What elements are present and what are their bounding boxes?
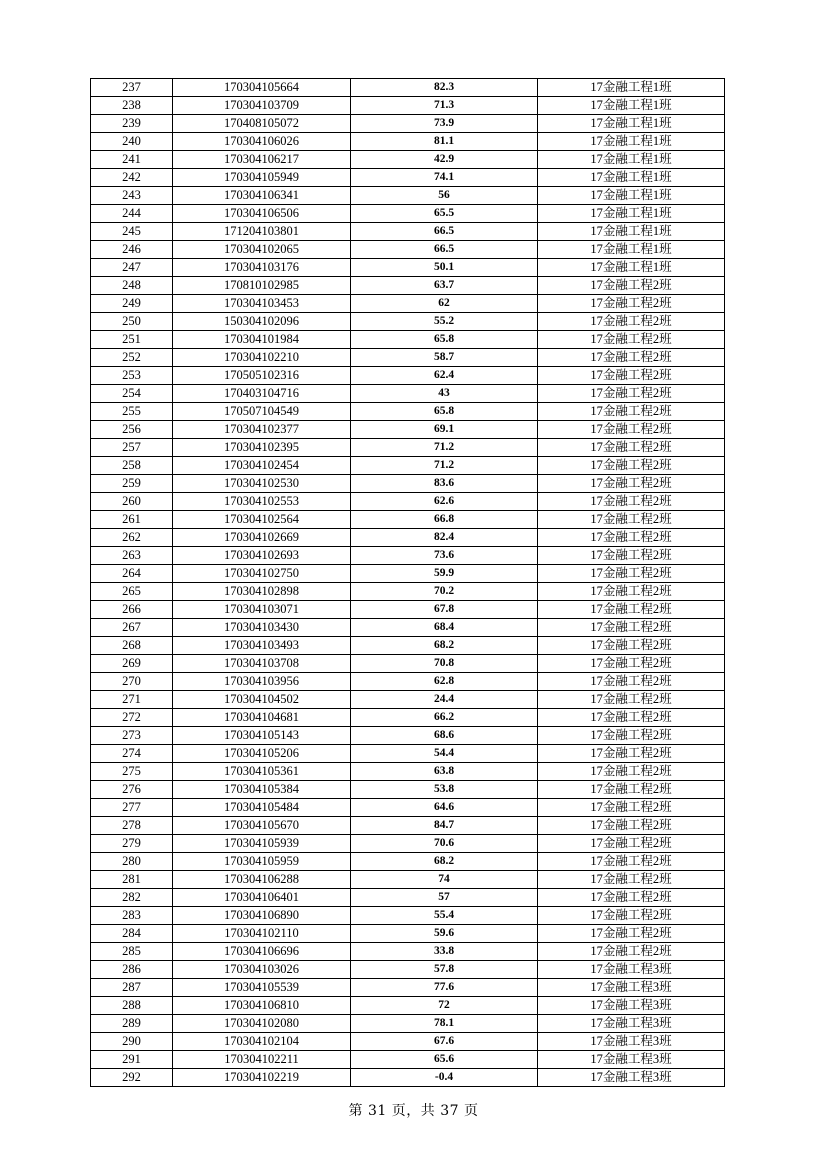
table-row (91, 259, 725, 277)
row-index-cell: 285 (91, 943, 173, 961)
score-cell: 82.3 (351, 79, 538, 97)
student-id-cell: 170304106506 (173, 205, 351, 223)
class-cell: 17金融工程2班 (538, 835, 725, 853)
class-cell: 17金融工程2班 (538, 727, 725, 745)
score-cell: 68.4 (351, 619, 538, 637)
class-cell: 17金融工程3班 (538, 1015, 725, 1033)
class-cell: 17金融工程2班 (538, 493, 725, 511)
student-id-cell: 170304102669 (173, 529, 351, 547)
table-row (91, 79, 725, 97)
class-cell: 17金融工程2班 (538, 349, 725, 367)
class-cell: 17金融工程2班 (538, 871, 725, 889)
page-footer: 第 31 页，共 37 页 (348, 1103, 479, 1119)
score-cell: 63.8 (351, 763, 538, 781)
table-row (91, 169, 725, 187)
class-cell: 17金融工程2班 (538, 601, 725, 619)
row-index-cell: 265 (91, 583, 173, 601)
table-row (91, 709, 725, 727)
class-cell: 17金融工程1班 (538, 151, 725, 169)
class-cell: 17金融工程2班 (538, 529, 725, 547)
class-cell: 17金融工程2班 (538, 475, 725, 493)
student-id-cell: 170304102377 (173, 421, 351, 439)
student-id-cell: 170304101984 (173, 331, 351, 349)
row-index-cell: 287 (91, 979, 173, 997)
class-cell: 17金融工程2班 (538, 709, 725, 727)
table-row (91, 241, 725, 259)
student-id-cell: 170304103453 (173, 295, 351, 313)
class-cell: 17金融工程2班 (538, 565, 725, 583)
class-cell: 17金融工程2班 (538, 889, 725, 907)
class-cell: 17金融工程2班 (538, 295, 725, 313)
score-cell: 68.2 (351, 853, 538, 871)
score-cell: 59.6 (351, 925, 538, 943)
class-cell: 17金融工程2班 (538, 511, 725, 529)
score-cell: 84.7 (351, 817, 538, 835)
score-cell: 62.4 (351, 367, 538, 385)
class-cell: 17金融工程3班 (538, 997, 725, 1015)
row-index-cell: 273 (91, 727, 173, 745)
table-row (91, 727, 725, 745)
class-cell: 17金融工程1班 (538, 241, 725, 259)
table-row (91, 637, 725, 655)
row-index-cell: 277 (91, 799, 173, 817)
row-index-cell: 268 (91, 637, 173, 655)
score-cell: 83.6 (351, 475, 538, 493)
class-cell: 17金融工程2班 (538, 367, 725, 385)
score-cell: 55.2 (351, 313, 538, 331)
row-index-cell: 288 (91, 997, 173, 1015)
score-cell: 62.8 (351, 673, 538, 691)
score-cell: 63.7 (351, 277, 538, 295)
student-id-cell: 170304105670 (173, 817, 351, 835)
class-cell: 17金融工程2班 (538, 277, 725, 295)
score-cell: 77.6 (351, 979, 538, 997)
row-index-cell: 240 (91, 133, 173, 151)
row-index-cell: 278 (91, 817, 173, 835)
score-cell: 69.1 (351, 421, 538, 439)
score-cell: 42.9 (351, 151, 538, 169)
score-cell: 65.5 (351, 205, 538, 223)
row-index-cell: 253 (91, 367, 173, 385)
table-row (91, 745, 725, 763)
score-cell: 81.1 (351, 133, 538, 151)
score-cell: 73.6 (351, 547, 538, 565)
score-cell: 62 (351, 295, 538, 313)
class-cell: 17金融工程1班 (538, 115, 725, 133)
table-row (91, 1069, 725, 1087)
score-cell: 68.2 (351, 637, 538, 655)
score-cell: 65.6 (351, 1051, 538, 1069)
table-row (91, 961, 725, 979)
score-cell: -0.4 (351, 1069, 538, 1087)
row-index-cell: 266 (91, 601, 173, 619)
table-row (91, 565, 725, 583)
class-cell: 17金融工程1班 (538, 205, 725, 223)
row-index-cell: 243 (91, 187, 173, 205)
class-cell: 17金融工程3班 (538, 961, 725, 979)
student-id-cell: 170403104716 (173, 385, 351, 403)
score-cell: 55.4 (351, 907, 538, 925)
table-row (91, 223, 725, 241)
score-cell: 66.5 (351, 223, 538, 241)
student-id-cell: 170304102693 (173, 547, 351, 565)
row-index-cell: 269 (91, 655, 173, 673)
row-index-cell: 289 (91, 1015, 173, 1033)
student-id-cell: 170304102110 (173, 925, 351, 943)
row-index-cell: 244 (91, 205, 173, 223)
class-cell: 17金融工程2班 (538, 547, 725, 565)
class-cell: 17金融工程3班 (538, 1069, 725, 1087)
row-index-cell: 245 (91, 223, 173, 241)
class-cell: 17金融工程1班 (538, 97, 725, 115)
student-id-cell: 170304103176 (173, 259, 351, 277)
score-cell: 57 (351, 889, 538, 907)
student-id-cell: 170304105484 (173, 799, 351, 817)
student-id-cell: 170304105384 (173, 781, 351, 799)
table-row (91, 547, 725, 565)
row-index-cell: 246 (91, 241, 173, 259)
row-index-cell: 254 (91, 385, 173, 403)
table-row (91, 349, 725, 367)
class-cell: 17金融工程1班 (538, 223, 725, 241)
class-cell: 17金融工程2班 (538, 781, 725, 799)
table-row (91, 1015, 725, 1033)
table-row (91, 907, 725, 925)
class-cell: 17金融工程2班 (538, 799, 725, 817)
class-cell: 17金融工程1班 (538, 187, 725, 205)
student-id-cell: 170304102104 (173, 1033, 351, 1051)
row-index-cell: 255 (91, 403, 173, 421)
row-index-cell: 257 (91, 439, 173, 457)
student-id-cell: 170304102211 (173, 1051, 351, 1069)
row-index-cell: 237 (91, 79, 173, 97)
table-row (91, 331, 725, 349)
row-index-cell: 256 (91, 421, 173, 439)
class-cell: 17金融工程2班 (538, 943, 725, 961)
student-id-cell: 150304102096 (173, 313, 351, 331)
table-row (91, 313, 725, 331)
score-cell: 64.6 (351, 799, 538, 817)
row-index-cell: 284 (91, 925, 173, 943)
row-index-cell: 258 (91, 457, 173, 475)
student-id-cell: 170507104549 (173, 403, 351, 421)
row-index-cell: 239 (91, 115, 173, 133)
student-id-cell: 170304102564 (173, 511, 351, 529)
table-row (91, 367, 725, 385)
score-cell: 59.9 (351, 565, 538, 583)
table-row (91, 439, 725, 457)
student-id-cell: 170810102985 (173, 277, 351, 295)
class-cell: 17金融工程2班 (538, 673, 725, 691)
class-cell: 17金融工程2班 (538, 637, 725, 655)
score-cell: 67.6 (351, 1033, 538, 1051)
table-row (91, 493, 725, 511)
student-id-cell: 170304104502 (173, 691, 351, 709)
score-cell: 33.8 (351, 943, 538, 961)
student-id-cell: 170304102553 (173, 493, 351, 511)
table-row (91, 97, 725, 115)
class-cell: 17金融工程2班 (538, 313, 725, 331)
score-cell: 62.6 (351, 493, 538, 511)
student-id-cell: 170304102898 (173, 583, 351, 601)
student-id-cell: 170304102065 (173, 241, 351, 259)
class-cell: 17金融工程2班 (538, 745, 725, 763)
student-id-cell: 170304106217 (173, 151, 351, 169)
row-index-cell: 274 (91, 745, 173, 763)
student-id-cell: 170304105664 (173, 79, 351, 97)
table-row (91, 511, 725, 529)
table-row (91, 385, 725, 403)
table-row (91, 943, 725, 961)
row-index-cell: 291 (91, 1051, 173, 1069)
table-row (91, 655, 725, 673)
row-index-cell: 279 (91, 835, 173, 853)
row-index-cell: 238 (91, 97, 173, 115)
score-cell: 24.4 (351, 691, 538, 709)
score-cell: 65.8 (351, 331, 538, 349)
class-cell: 17金融工程1班 (538, 79, 725, 97)
class-cell: 17金融工程2班 (538, 403, 725, 421)
row-index-cell: 281 (91, 871, 173, 889)
row-index-cell: 280 (91, 853, 173, 871)
student-id-cell: 170304102530 (173, 475, 351, 493)
row-index-cell: 247 (91, 259, 173, 277)
class-cell: 17金融工程2班 (538, 817, 725, 835)
table-row (91, 583, 725, 601)
row-index-cell: 242 (91, 169, 173, 187)
row-index-cell: 264 (91, 565, 173, 583)
table-row (91, 871, 725, 889)
class-cell: 17金融工程2班 (538, 421, 725, 439)
student-id-cell: 170304102219 (173, 1069, 351, 1087)
score-cell: 71.3 (351, 97, 538, 115)
table-row (91, 781, 725, 799)
row-index-cell: 263 (91, 547, 173, 565)
student-id-cell: 171204103801 (173, 223, 351, 241)
student-id-cell: 170408105072 (173, 115, 351, 133)
class-cell: 17金融工程3班 (538, 1051, 725, 1069)
table-row (91, 115, 725, 133)
student-id-cell: 170304105361 (173, 763, 351, 781)
row-index-cell: 276 (91, 781, 173, 799)
row-index-cell: 252 (91, 349, 173, 367)
table-row (91, 421, 725, 439)
student-id-cell: 170304102395 (173, 439, 351, 457)
row-index-cell: 267 (91, 619, 173, 637)
table-row (91, 403, 725, 421)
table-row (91, 889, 725, 907)
score-cell: 73.9 (351, 115, 538, 133)
table-row (91, 817, 725, 835)
class-cell: 17金融工程2班 (538, 457, 725, 475)
student-id-cell: 170304102454 (173, 457, 351, 475)
student-id-cell: 170505102316 (173, 367, 351, 385)
student-id-cell: 170304102750 (173, 565, 351, 583)
table-row (91, 1033, 725, 1051)
score-cell: 68.6 (351, 727, 538, 745)
student-id-cell: 170304106696 (173, 943, 351, 961)
table-row (91, 475, 725, 493)
table-row (91, 1051, 725, 1069)
row-index-cell: 262 (91, 529, 173, 547)
student-id-cell: 170304103430 (173, 619, 351, 637)
table-row (91, 187, 725, 205)
table-row (91, 979, 725, 997)
student-id-cell: 170304105539 (173, 979, 351, 997)
table-row (91, 763, 725, 781)
student-id-cell: 170304106341 (173, 187, 351, 205)
score-cell: 74 (351, 871, 538, 889)
class-cell: 17金融工程3班 (538, 979, 725, 997)
student-id-cell: 170304105143 (173, 727, 351, 745)
class-cell: 17金融工程2班 (538, 655, 725, 673)
score-cell: 71.2 (351, 457, 538, 475)
score-cell: 70.2 (351, 583, 538, 601)
student-id-cell: 170304106810 (173, 997, 351, 1015)
row-index-cell: 270 (91, 673, 173, 691)
table-row (91, 997, 725, 1015)
score-cell: 70.8 (351, 655, 538, 673)
score-cell: 65.8 (351, 403, 538, 421)
student-id-cell: 170304106401 (173, 889, 351, 907)
score-table-body (91, 79, 725, 1087)
class-cell: 17金融工程2班 (538, 439, 725, 457)
student-id-cell: 170304106026 (173, 133, 351, 151)
score-cell: 56 (351, 187, 538, 205)
row-index-cell: 241 (91, 151, 173, 169)
student-id-cell: 170304106890 (173, 907, 351, 925)
student-id-cell: 170304103493 (173, 637, 351, 655)
table-row (91, 601, 725, 619)
score-cell: 74.1 (351, 169, 538, 187)
student-id-cell: 170304103026 (173, 961, 351, 979)
row-index-cell: 275 (91, 763, 173, 781)
score-cell: 66.8 (351, 511, 538, 529)
row-index-cell: 260 (91, 493, 173, 511)
row-index-cell: 272 (91, 709, 173, 727)
score-cell: 70.6 (351, 835, 538, 853)
score-cell: 57.8 (351, 961, 538, 979)
class-cell: 17金融工程2班 (538, 691, 725, 709)
class-cell: 17金融工程2班 (538, 925, 725, 943)
student-id-cell: 170304104681 (173, 709, 351, 727)
class-cell: 17金融工程2班 (538, 853, 725, 871)
table-row (91, 295, 725, 313)
class-cell: 17金融工程1班 (538, 133, 725, 151)
table-row (91, 835, 725, 853)
row-index-cell: 259 (91, 475, 173, 493)
row-index-cell: 282 (91, 889, 173, 907)
row-index-cell: 261 (91, 511, 173, 529)
row-index-cell: 250 (91, 313, 173, 331)
table-row (91, 529, 725, 547)
class-cell: 17金融工程2班 (538, 619, 725, 637)
score-cell: 82.4 (351, 529, 538, 547)
score-cell: 43 (351, 385, 538, 403)
row-index-cell: 248 (91, 277, 173, 295)
score-cell: 67.8 (351, 601, 538, 619)
table-row (91, 925, 725, 943)
row-index-cell: 286 (91, 961, 173, 979)
row-index-cell: 292 (91, 1069, 173, 1087)
table-row (91, 457, 725, 475)
class-cell: 17金融工程2班 (538, 907, 725, 925)
class-cell: 17金融工程3班 (538, 1033, 725, 1051)
score-table (90, 78, 725, 1087)
class-cell: 17金融工程1班 (538, 169, 725, 187)
row-index-cell: 251 (91, 331, 173, 349)
score-cell: 72 (351, 997, 538, 1015)
table-row (91, 205, 725, 223)
student-id-cell: 170304103956 (173, 673, 351, 691)
student-id-cell: 170304105206 (173, 745, 351, 763)
table-row (91, 673, 725, 691)
student-id-cell: 170304103071 (173, 601, 351, 619)
score-cell: 66.5 (351, 241, 538, 259)
score-cell: 58.7 (351, 349, 538, 367)
row-index-cell: 249 (91, 295, 173, 313)
row-index-cell: 290 (91, 1033, 173, 1051)
student-id-cell: 170304105939 (173, 835, 351, 853)
row-index-cell: 271 (91, 691, 173, 709)
class-cell: 17金融工程2班 (538, 583, 725, 601)
class-cell: 17金融工程2班 (538, 331, 725, 349)
table-row (91, 151, 725, 169)
student-id-cell: 170304105949 (173, 169, 351, 187)
class-cell: 17金融工程2班 (538, 385, 725, 403)
table-row (91, 853, 725, 871)
student-id-cell: 170304105959 (173, 853, 351, 871)
score-cell: 78.1 (351, 1015, 538, 1033)
student-id-cell: 170304102210 (173, 349, 351, 367)
score-cell: 54.4 (351, 745, 538, 763)
table-row (91, 691, 725, 709)
score-cell: 71.2 (351, 439, 538, 457)
row-index-cell: 283 (91, 907, 173, 925)
class-cell: 17金融工程1班 (538, 259, 725, 277)
score-cell: 53.8 (351, 781, 538, 799)
table-row (91, 133, 725, 151)
score-cell: 66.2 (351, 709, 538, 727)
student-id-cell: 170304106288 (173, 871, 351, 889)
score-cell: 50.1 (351, 259, 538, 277)
table-row (91, 277, 725, 295)
student-id-cell: 170304103709 (173, 97, 351, 115)
table-row (91, 619, 725, 637)
student-id-cell: 170304102080 (173, 1015, 351, 1033)
class-cell: 17金融工程2班 (538, 763, 725, 781)
student-id-cell: 170304103708 (173, 655, 351, 673)
table-row (91, 799, 725, 817)
